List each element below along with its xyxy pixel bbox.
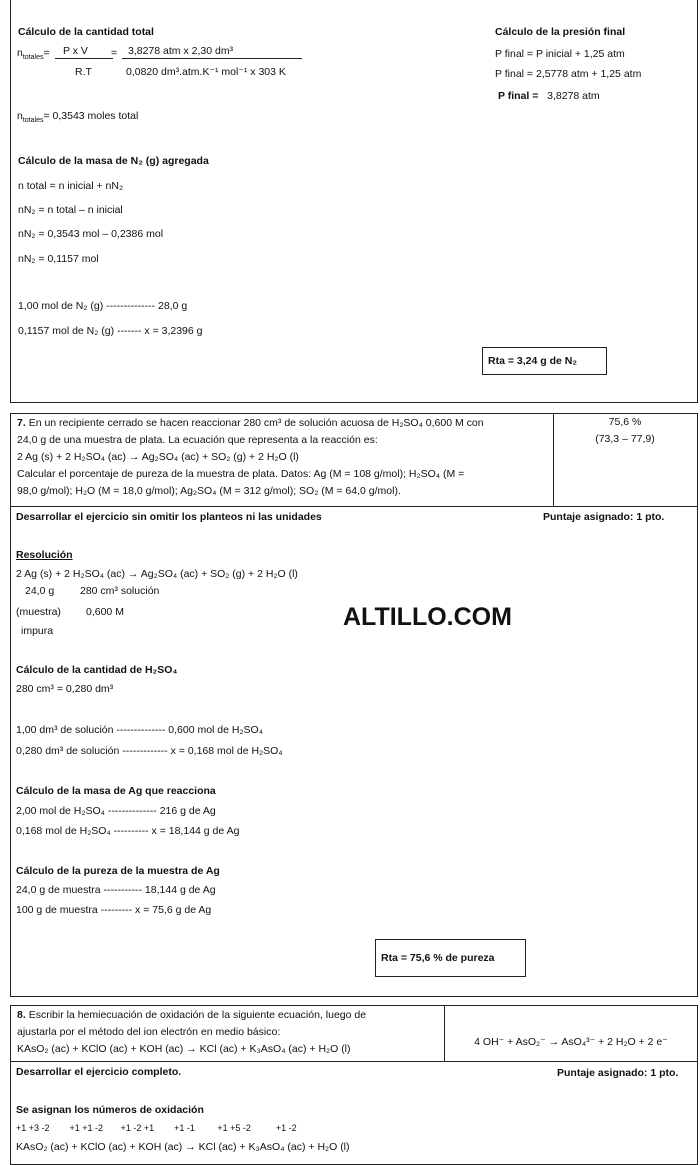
- pressure-line-1: P final = P inicial + 1,25 atm: [495, 48, 625, 60]
- n-result-value: = 0,3543 moles total: [43, 110, 139, 122]
- pressure-heading: Cálculo de la presión final: [495, 26, 626, 38]
- q8-text-1: Escribir la hemiecuación de oxidación de la siguiente ecuación, luego de: [28, 1009, 367, 1021]
- q7-resolution-heading: Resolución: [16, 549, 73, 561]
- q7-heading-purity: Cálculo de la pureza de la muestra de Ag: [16, 865, 220, 877]
- mass-line-3: nN₂ = 0,3543 mol – 0,2386 mol: [18, 228, 164, 240]
- q7-calc-2: 1,00 dm³ de solución -------------- 0,600 mol de H₂SO₄: [16, 724, 264, 736]
- n-subscript: totales: [22, 54, 44, 62]
- q7-statement: [17, 415, 549, 500]
- mass-line-2: nN₂ = n total – n inicial: [18, 204, 123, 216]
- pressure-line-3: [498, 90, 600, 102]
- q7-calc-6: 24,0 g de muestra ----------- 18,144 g de Ag: [16, 884, 216, 896]
- fraction-line-left: [55, 58, 113, 59]
- q8-ox-numbers: +1 +3 -2 +1 +1 -2 +1 -2 +1 +1 -1 +1 +5 -2 +1 -2: [16, 1123, 297, 1133]
- q8-text-3: KAsO₂ (ac) + KClO (ac) + KOH (ac) → KCl (ac) + K₃AsO₄ (ac) + H₂O (l): [17, 1043, 351, 1055]
- n-total-label: $n_{totales}=$: [17, 47, 50, 62]
- q7-text-3: 2 Ag (s) + 2 H₂SO₄ (ac) → Ag₂SO₄ (ac) + SO₂ (g) + 2 H₂O (l): [17, 451, 299, 463]
- q8-text-2: ajustarla por el método del ion electrón en medio básico:: [17, 1026, 281, 1038]
- q8-instructions: Desarrollar el ejercicio completo.: [16, 1066, 182, 1078]
- q7-answer-box: Rta = 75,6 % de pureza: [375, 939, 526, 977]
- pressure-line-3-label: P final =: [498, 90, 539, 102]
- q7-res-mass: 24,0 g: [25, 585, 55, 597]
- q8-answer-divider: [444, 1005, 445, 1061]
- q7-res-sample: (muestra): [16, 606, 61, 618]
- eq1-right-num: 3,8278 atm x 2,30 dm³: [128, 45, 234, 57]
- fraction-line-right: [122, 58, 302, 59]
- q8-number: 8.: [17, 1009, 26, 1021]
- q7-number: 7.: [17, 417, 26, 429]
- q7-text-5: 98,0 g/mol); H₂O (M = 18,0 g/mol); Ag₂SO₄ (M = 312 g/mol); SO₂ (M = 64,0 g/mol).: [17, 485, 401, 497]
- q7-text-2: 24,0 g de una muestra de plata. La ecuación que representa a la reacción es:: [17, 434, 378, 446]
- q7-instructions: Desarrollar el ejercicio sin omitir los planteos ni las unidades: [16, 511, 322, 523]
- total-heading: Cálculo de la cantidad total: [18, 26, 154, 38]
- mass-line-4: nN₂ = 0,1157 mol: [18, 253, 99, 265]
- mass-line-6: 0,1157 mol de N₂ (g) ------- x = 3,2396 g: [18, 325, 203, 337]
- q7-calc-7: 100 g de muestra --------- x = 75,6 g de Ag: [16, 904, 212, 916]
- q7-heading-ag: Cálculo de la masa de Ag que reacciona: [16, 785, 216, 797]
- q8-answer: 4 OH⁻ + AsO₂⁻ → AsO₄³⁻ + 2 H₂O + 2 e⁻: [474, 1036, 668, 1048]
- q8-ox-heading: Se asignan los números de oxidación: [16, 1104, 204, 1116]
- q7-res-volume: 280 cm³ solución: [80, 585, 160, 597]
- top-section: [10, 0, 698, 403]
- pressure-line-2: P final = 2,5778 atm + 1,25 atm: [495, 68, 642, 80]
- eq1-left-num: P x V: [63, 45, 88, 57]
- q7-score: Puntaje asignado: 1 pto.: [543, 511, 665, 523]
- q7-line-1: [17, 415, 549, 432]
- q7-calc-3: 0,280 dm³ de solución ------------- x = 0,168 mol de H₂SO₄: [16, 745, 283, 757]
- q7-answer-range: (73,3 – 77,9): [595, 433, 655, 445]
- q8-ox-equation: KAsO₂ (ac) + KClO (ac) + KOH (ac) → KCl (ac) + K₃AsO₄ (ac) + H₂O (l): [16, 1141, 350, 1153]
- mass-line-5: 1,00 mol de N₂ (g) -------------- 28,0 g: [18, 300, 188, 312]
- q8-statement: [17, 1007, 441, 1058]
- q7-text-4: Calcular el porcentaje de pureza de la muestra de plata. Datos: Ag (M = 108 g/mol); H₂SO₄ (M =: [17, 468, 465, 480]
- mass-heading: Cálculo de la masa de N₂ (g) agregada: [18, 155, 209, 167]
- q7-calc-1: 280 cm³ = 0,280 dm³: [16, 683, 114, 695]
- q7-res-impure: impura: [21, 625, 54, 637]
- q7-text-1: En un recipiente cerrado se hacen reaccionar 280 cm³ de solución acuosa de H₂SO₄ 0,600 M con: [28, 417, 484, 429]
- q7-calc-5: 0,168 mol de H₂SO₄ ---------- x = 18,144 g de Ag: [16, 825, 240, 837]
- n-total-result: $n_{totales}= 0,3543$ moles total: [17, 110, 139, 125]
- q8-line-1: [17, 1007, 441, 1024]
- q7-answer: 75,6 %: [608, 416, 642, 428]
- top-answer-box: Rta = 3,24 g de N₂: [482, 347, 607, 375]
- eq1-left-den: R.T: [75, 66, 92, 78]
- q7-calc-4: 2,00 mol de H₂SO₄ -------------- 216 g de Ag: [16, 805, 216, 817]
- q7-header-divider: [10, 506, 698, 507]
- q7-heading-h2so4: Cálculo de la cantidad de H₂SO₄: [16, 664, 178, 676]
- q7-res-equation: 2 Ag (s) + 2 H₂SO₄ (ac) → Ag₂SO₄ (ac) + SO₂ (g) + 2 H₂O (l): [16, 568, 298, 580]
- n-symbol: n: [17, 47, 23, 59]
- mass-line-1: n total = n inicial + nN₂: [18, 180, 124, 192]
- eq1-equals: =: [111, 47, 118, 59]
- q8-header-divider: [10, 1061, 698, 1062]
- q7-res-molarity: 0,600 M: [86, 606, 124, 618]
- pressure-line-3-value: 3,8278 atm: [547, 90, 600, 102]
- q8-score: Puntaje asignado: 1 pto.: [557, 1067, 679, 1079]
- watermark-logo: ALTILLO.COM: [343, 603, 512, 631]
- eq1-right-den: 0,0820 dm³.atm.K⁻¹ mol⁻¹ x 303 K: [126, 66, 286, 78]
